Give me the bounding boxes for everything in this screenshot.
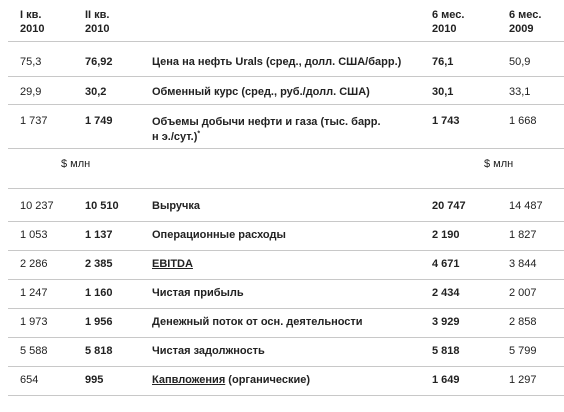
cell-q2: 1 749 bbox=[85, 115, 113, 127]
row-divider bbox=[8, 250, 564, 251]
cell-q1: 1 737 bbox=[20, 115, 48, 127]
table-row bbox=[0, 258, 564, 274]
cell-q1: 2 286 bbox=[20, 258, 48, 270]
table-row bbox=[0, 374, 564, 390]
row-label: Денежный поток от осн. деятельности bbox=[152, 316, 363, 328]
cell-q1: 1 247 bbox=[20, 287, 48, 299]
table-row bbox=[0, 316, 564, 332]
row-divider bbox=[8, 76, 564, 77]
unit-label-right: $ млн bbox=[484, 158, 514, 170]
cell-h1-2010: 1 743 bbox=[432, 115, 460, 127]
cell-q2: 30,2 bbox=[85, 86, 107, 98]
row-label bbox=[152, 374, 310, 386]
cell-q1: 5 588 bbox=[20, 345, 48, 357]
cell-h1-2010: 1 649 bbox=[432, 374, 460, 386]
row-divider bbox=[8, 366, 564, 367]
cell-h1-2010: 20 747 bbox=[432, 200, 466, 212]
header-text: 2010 bbox=[20, 23, 45, 35]
row-divider bbox=[8, 395, 564, 396]
cell-q1: 10 237 bbox=[20, 200, 54, 212]
cell-h1-2009: 2 007 bbox=[509, 287, 537, 299]
cell-q1: 75,3 bbox=[20, 56, 42, 68]
ebitda-link[interactable]: EBITDA bbox=[152, 258, 193, 270]
cell-h1-2009: 3 844 bbox=[509, 258, 537, 270]
cell-h1-2009: 50,9 bbox=[509, 56, 531, 68]
table-row bbox=[0, 115, 564, 147]
row-label: Операционные расходы bbox=[152, 229, 286, 241]
cell-h1-2009: 14 487 bbox=[509, 200, 543, 212]
cell-q2: 1 956 bbox=[85, 316, 113, 328]
header-text: I кв. bbox=[20, 9, 42, 21]
row-label: Чистая прибыль bbox=[152, 287, 244, 299]
cell-q2: 1 137 bbox=[85, 229, 113, 241]
row-divider bbox=[8, 104, 564, 105]
col-header-h1-2009 bbox=[509, 8, 541, 36]
cell-h1-2010: 4 671 bbox=[432, 258, 460, 270]
cell-h1-2009: 1 297 bbox=[509, 374, 537, 386]
row-label-line: Объемы добычи нефти и газа (тыс. барр. bbox=[152, 116, 381, 128]
cell-h1-2009: 1 668 bbox=[509, 115, 537, 127]
cell-q1: 654 bbox=[20, 374, 39, 386]
cell-q2: 1 160 bbox=[85, 287, 113, 299]
cell-h1-2010: 2 190 bbox=[432, 229, 460, 241]
table-row bbox=[0, 287, 564, 303]
row-label: Обменный курс (сред., руб./долл. США) bbox=[152, 86, 370, 98]
table-row bbox=[0, 86, 564, 102]
cell-q2: 76,92 bbox=[85, 56, 113, 68]
cell-h1-2010: 2 434 bbox=[432, 287, 460, 299]
cell-q2: 10 510 bbox=[85, 200, 119, 212]
col-header-h1-2010 bbox=[432, 8, 464, 36]
cell-q1: 1 053 bbox=[20, 229, 48, 241]
cell-h1-2010: 30,1 bbox=[432, 86, 454, 98]
header-text: 6 мес. bbox=[509, 9, 542, 21]
header-divider bbox=[8, 41, 564, 42]
table-row bbox=[0, 229, 564, 245]
table-row bbox=[0, 345, 564, 361]
footnote-mark: * bbox=[197, 130, 201, 138]
cell-q2: 2 385 bbox=[85, 258, 113, 270]
unit-label-left: $ млн bbox=[61, 158, 91, 170]
header-text: 2010 bbox=[432, 23, 457, 35]
col-header-q2-2010 bbox=[85, 8, 110, 36]
capex-link[interactable]: Капвложения bbox=[152, 374, 226, 386]
header-text: 2010 bbox=[85, 23, 110, 35]
row-divider bbox=[8, 308, 564, 309]
table-row bbox=[0, 200, 564, 216]
row-label-rest: (органические) bbox=[225, 374, 311, 386]
cell-h1-2009: 33,1 bbox=[509, 86, 531, 98]
cell-h1-2010: 76,1 bbox=[432, 56, 454, 68]
cell-h1-2010: 5 818 bbox=[432, 345, 460, 357]
section-divider bbox=[8, 188, 564, 189]
row-label bbox=[152, 115, 381, 145]
cell-h1-2009: 1 827 bbox=[509, 229, 537, 241]
header-text: 6 мес. bbox=[432, 9, 465, 21]
header-text: 2009 bbox=[509, 23, 534, 35]
row-divider bbox=[8, 221, 564, 222]
table-row bbox=[0, 56, 564, 72]
header-text: II кв. bbox=[85, 9, 110, 21]
cell-h1-2009: 2 858 bbox=[509, 316, 537, 328]
row-divider bbox=[8, 279, 564, 280]
row-divider bbox=[8, 148, 564, 149]
cell-h1-2009: 5 799 bbox=[509, 345, 537, 357]
cell-q1: 1 973 bbox=[20, 316, 48, 328]
row-label: Чистая задолжность bbox=[152, 345, 265, 357]
row-label-line: н э./сут.) bbox=[152, 131, 198, 143]
cell-h1-2010: 3 929 bbox=[432, 316, 460, 328]
row-divider bbox=[8, 337, 564, 338]
col-header-q1-2010 bbox=[20, 8, 44, 36]
row-label: Цена на нефть Urals (сред., долл. США/барр.) bbox=[152, 56, 402, 68]
cell-q1: 29,9 bbox=[20, 86, 42, 98]
cell-q2: 995 bbox=[85, 374, 104, 386]
cell-q2: 5 818 bbox=[85, 345, 113, 357]
row-label: Выручка bbox=[152, 200, 201, 212]
